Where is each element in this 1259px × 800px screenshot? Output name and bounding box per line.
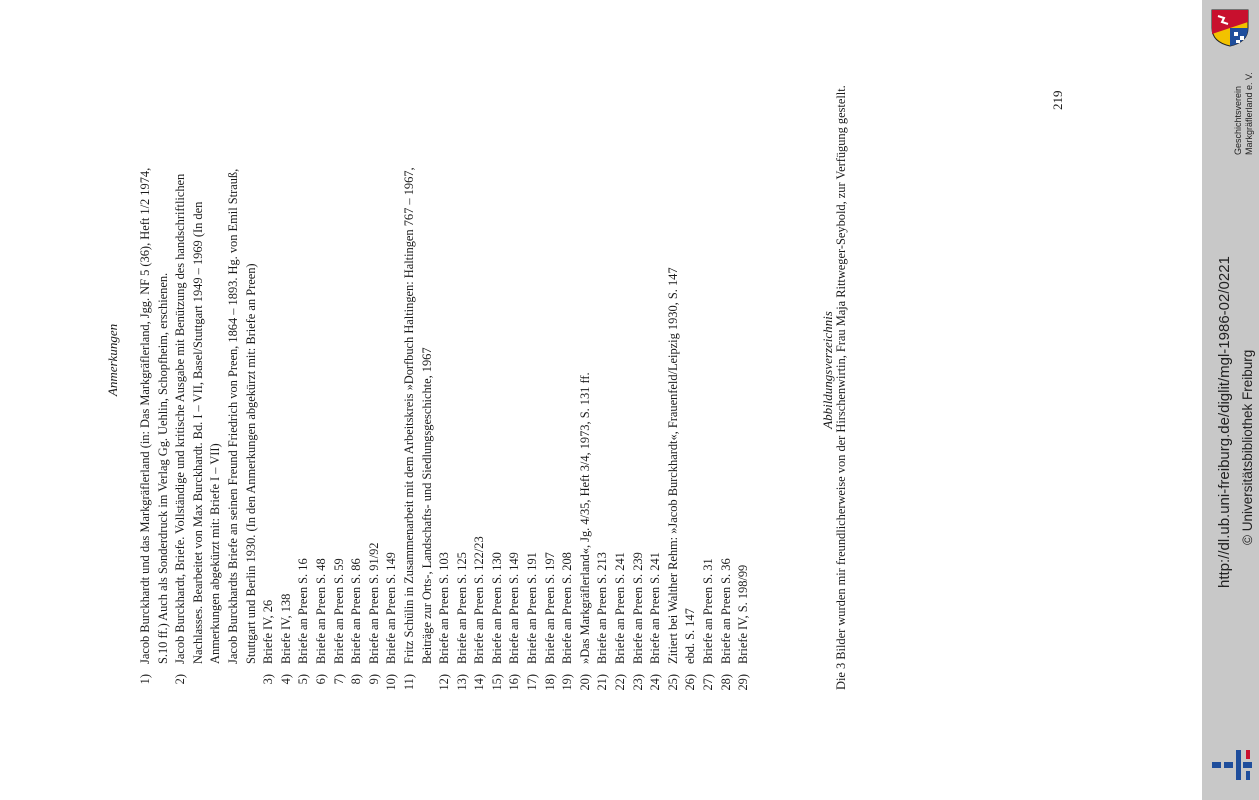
note-number: 28) (718, 674, 733, 691)
note-number: 23) (630, 674, 645, 691)
note-text: Zitiert bei Walther Rehm: »Jacob Burckhardt«, Frauenfeld/Leipzig 1930, S. 147 (665, 267, 680, 664)
note-number: 8) (349, 674, 364, 685)
note-number: 12) (437, 674, 452, 691)
note-text: ebd. S. 147 (683, 608, 698, 664)
note-item (735, 164, 753, 704)
note-item (612, 164, 630, 704)
note-text: Briefe IV, S. 198/99 (736, 564, 751, 664)
note-text: Briefe an Preen S. 208 (560, 552, 575, 664)
note-item (348, 164, 366, 704)
note-number: 26) (683, 674, 698, 691)
note-number: 17) (525, 674, 540, 691)
note-text: Briefe an Preen S. 122/23 (472, 536, 487, 664)
note-text: Briefe an Preen S. 48 (313, 558, 328, 664)
note-text: Briefe an Preen S. 125 (454, 552, 469, 664)
note-text: Briefe an Preen S. 130 (489, 552, 504, 664)
note-number: 13) (454, 674, 469, 691)
note-text: Briefe an Preen S. 16 (296, 558, 311, 664)
note-text: Briefe IV, 138 (278, 593, 293, 664)
note-text: Briefe an Preen S. 197 (542, 552, 557, 664)
note-number: 19) (560, 674, 575, 691)
note-text: Briefe an Preen S. 103 (437, 552, 452, 664)
note-number: 15) (489, 674, 504, 691)
note-item (559, 164, 577, 704)
copyright-text: © Universitätsbibliothek Freiburg (1240, 349, 1255, 545)
society-name-line2: Markgräflerland e. V. (1244, 72, 1254, 155)
page-number: 219 (1050, 90, 1065, 110)
note-text: Briefe an Preen S. 213 (595, 552, 610, 664)
note-text: Briefe an Preen S. 31 (701, 558, 715, 664)
note-item (471, 164, 489, 704)
note-text: Briefe an Preen S. 91/92 (366, 542, 381, 664)
note-text: Briefe an Preen S. 241 (613, 552, 628, 664)
note-number: 25) (665, 674, 680, 691)
document-url-link[interactable]: http://dl.ub.uni-freiburg.de/diglit/mgl-1986-02/0221 (1216, 256, 1233, 588)
note-number: 24) (648, 674, 663, 691)
note-number: 9) (366, 674, 381, 685)
note-text: Briefe an Preen S. 239 (630, 552, 645, 664)
note-item (454, 164, 472, 704)
note-number: 11) (401, 674, 416, 691)
note-item (647, 164, 665, 704)
note-item (665, 164, 683, 704)
note-item (506, 164, 524, 704)
note-item (260, 164, 278, 704)
university-library-logo-icon[interactable] (1210, 748, 1254, 782)
note-text: Jacob Burckhardt und das Markgräflerland (in: Das Markgräflerland, Jgg. NF 5 (36), Heft 1/2 1974, S.10 ff.) Auch als Sonderdruck im Verlag Gg. Uehlin, Schopfheim, erschienen. (138, 167, 170, 664)
note-text: Briefe an Preen S. 86 (349, 558, 364, 664)
note-item (436, 164, 454, 704)
notes-list (137, 164, 753, 704)
note-text: Briefe an Preen S. 149 (384, 552, 399, 664)
note-number: 4) (278, 674, 293, 685)
note-number: 1) (138, 674, 152, 685)
note-item (630, 164, 648, 704)
note-text: Jacob Burckhardts Briefe an seinen Freund Friedrich von Preen, 1864 – 1893. Hg. von Emil Strauß, Stuttgart und Berlin 1930. (In den Anmerkungen abgekürzt mit: Briefe an Preen) (225, 168, 258, 664)
note-item (700, 164, 718, 704)
figures-text: Die 3 Bilder wurden mir freundlicherweise von der Hirschenwirtin, Frau Maja Rittweger-Seybold, zur Verfügung gestellt. (834, 85, 848, 690)
note-item (366, 164, 384, 704)
note-number: 22) (613, 674, 628, 691)
society-logo (1206, 8, 1254, 48)
note-item (594, 164, 612, 704)
note-number: 6) (313, 674, 328, 685)
note-item (489, 164, 507, 704)
note-number: 20) (577, 674, 592, 691)
note-number: 21) (595, 674, 610, 691)
note-number: 14) (472, 674, 487, 691)
note-number: 18) (542, 674, 557, 691)
note-text: Briefe an Preen S. 59 (331, 558, 346, 664)
note-item (524, 164, 542, 704)
note-item (278, 164, 296, 704)
note-item (295, 164, 313, 704)
note-item (401, 164, 436, 704)
note-item (313, 164, 331, 704)
note-number: 2) (173, 674, 188, 685)
note-text: Fritz Schülin in Zusammenarbeit mit dem Arbeitskreis »Dorfbuch Haltingen: Haltingen 767 – 1967, Beiträge zur Orts-, Landschafts- und Siedlungsgeschichte, 1967 (401, 167, 434, 664)
note-item (172, 164, 225, 704)
note-text: »Das Markgräflerland«, Jg. 4/35, Heft 3/4, 1973, S. 131 ff. (577, 372, 592, 664)
note-number: 5) (296, 674, 311, 685)
note-text: Briefe an Preen S. 241 (648, 552, 663, 664)
note-text: Jacob Burckhardt, Briefe. Vollständige und kritische Ausgabe mit Benützung des handschriftlichen Nachlasses. Bearbeitet von Max Burckhardt. Bd. I – VII, Basel/Stuttgart 1949 – 1969 (In den Anmerkungen abgekürzt mit: Briefe I – VII) (173, 173, 223, 664)
note-item (718, 164, 736, 704)
note-item (331, 164, 349, 704)
note-item (577, 164, 595, 704)
note-text: Briefe an Preen S. 149 (507, 552, 522, 664)
note-number: 3) (261, 674, 276, 685)
note-number: 7) (331, 674, 346, 685)
notes-heading: Anmerkungen (105, 323, 120, 397)
note-text: Briefe IV, 26 (261, 599, 276, 664)
note-number: 29) (736, 674, 751, 691)
note-item (542, 164, 560, 704)
note-text: Briefe an Preen S. 36 (718, 558, 733, 664)
note-number: 16) (507, 674, 522, 691)
note-text: Briefe an Preen S. 191 (525, 552, 540, 664)
note-number: 10) (384, 674, 399, 691)
note-item (682, 164, 700, 704)
figures-heading: Abbildungsverzeichnis (820, 311, 835, 429)
note-item (137, 164, 172, 704)
note-number: 27) (701, 674, 715, 691)
society-name-line1: Geschichtsverein (1233, 85, 1243, 155)
note-item (225, 164, 260, 704)
note-item (383, 164, 401, 704)
